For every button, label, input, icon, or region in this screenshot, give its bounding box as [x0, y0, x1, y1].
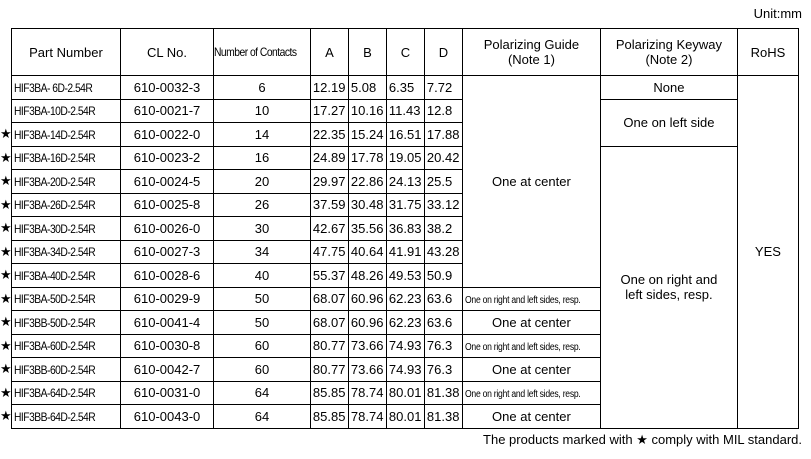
- dim-a-cell: 68.07: [310, 311, 348, 335]
- dim-c-cell: 41.91: [386, 240, 424, 264]
- part-number-cell: [12, 99, 121, 123]
- contacts-cell: 60: [214, 358, 311, 382]
- header-c: C: [386, 29, 424, 76]
- mil-star-icon: ★: [0, 337, 12, 353]
- dim-c-cell: 62.23: [386, 311, 424, 335]
- dim-b-cell: 60.96: [348, 311, 386, 335]
- part-number-text: HIF3BA-10D-2.54R: [14, 104, 96, 119]
- dim-a-cell: 22.35: [310, 123, 348, 147]
- cl-no-cell: 610-0022-0: [121, 123, 214, 147]
- dim-d-cell: 20.42: [424, 146, 462, 170]
- cl-no-cell: 610-0028-6: [121, 264, 214, 288]
- cl-no-cell: 610-0023-2: [121, 146, 214, 170]
- part-number-text: HIF3BA-30D-2.54R: [14, 221, 96, 236]
- part-number-cell: [0, 217, 121, 241]
- keyway-cell-none: None: [600, 76, 737, 100]
- dim-d-cell: 76.3: [424, 334, 462, 358]
- dim-c-cell: 11.43: [386, 99, 424, 123]
- header-contacts: Number of Contacts: [214, 29, 311, 76]
- dim-d-cell: 76.3: [424, 358, 462, 382]
- table-row: [12, 99, 799, 123]
- cl-no-cell: 610-0041-4: [121, 311, 214, 335]
- dim-b-cell: 78.74: [348, 381, 386, 405]
- part-number-cell: [0, 264, 121, 288]
- part-number-text: HIF3BA-64D-2.54R: [14, 386, 96, 401]
- dim-d-cell: 50.9: [424, 264, 462, 288]
- part-number-text: HIF3BA-20D-2.54R: [14, 174, 96, 189]
- part-number-cell: [0, 405, 121, 429]
- part-number-text: HIF3BA-60D-2.54R: [14, 339, 96, 354]
- cl-no-cell: 610-0043-0: [121, 405, 214, 429]
- dim-d-cell: 17.88: [424, 123, 462, 147]
- part-number-cell: [0, 170, 121, 194]
- contacts-cell: 50: [214, 287, 311, 311]
- rohs-cell: YES: [737, 76, 798, 429]
- dim-b-cell: 5.08: [348, 76, 386, 100]
- contacts-cell: 16: [214, 146, 311, 170]
- part-number-cell: [0, 240, 121, 264]
- dim-d-cell: 38.2: [424, 217, 462, 241]
- footnote: The products marked with ★ comply with MIL standard.: [483, 432, 802, 447]
- contacts-cell: 30: [214, 217, 311, 241]
- guide-cell: [462, 381, 600, 405]
- table-row: [12, 146, 799, 170]
- mil-star-icon: ★: [0, 314, 12, 330]
- part-number-text: HIF3BA-14D-2.54R: [14, 127, 96, 142]
- header-polarizing-guide: Polarizing Guide (Note 1): [462, 29, 600, 76]
- cl-no-cell: 610-0030-8: [121, 334, 214, 358]
- contacts-cell: 10: [214, 99, 311, 123]
- guide-text: One on right and left sides, resp.: [464, 342, 581, 354]
- part-number-cell: [0, 146, 121, 170]
- cl-no-cell: 610-0032-3: [121, 76, 214, 100]
- dim-d-cell: 7.72: [424, 76, 462, 100]
- dim-b-cell: 30.48: [348, 193, 386, 217]
- cl-no-cell: 610-0021-7: [121, 99, 214, 123]
- dim-a-cell: 80.77: [310, 334, 348, 358]
- dim-a-cell: 47.75: [310, 240, 348, 264]
- header-polarizing-keyway: Polarizing Keyway (Note 2): [600, 29, 737, 76]
- contacts-cell: 60: [214, 334, 311, 358]
- dim-c-cell: 74.93: [386, 358, 424, 382]
- dim-d-cell: 63.6: [424, 311, 462, 335]
- dim-c-cell: 19.05: [386, 146, 424, 170]
- part-number-text: HIF3BA- 6D-2.54R: [14, 80, 93, 95]
- dim-b-cell: 40.64: [348, 240, 386, 264]
- dim-a-cell: 12.19: [310, 76, 348, 100]
- cl-no-cell: 610-0026-0: [121, 217, 214, 241]
- dim-b-cell: 22.86: [348, 170, 386, 194]
- header-a: A: [310, 29, 348, 76]
- dim-a-cell: 85.85: [310, 381, 348, 405]
- part-number-cell: [0, 311, 121, 335]
- mil-star-icon: ★: [0, 290, 12, 306]
- header-cl-no: CL No.: [121, 29, 214, 76]
- dim-b-cell: 10.16: [348, 99, 386, 123]
- dim-a-cell: 85.85: [310, 405, 348, 429]
- part-number-cell: [12, 76, 121, 100]
- dim-d-cell: 63.6: [424, 287, 462, 311]
- dim-a-cell: 80.77: [310, 358, 348, 382]
- mil-star-icon: ★: [0, 220, 12, 236]
- dim-a-cell: 24.89: [310, 146, 348, 170]
- part-number-cell: [0, 123, 121, 147]
- dim-c-cell: 16.51: [386, 123, 424, 147]
- dim-b-cell: 35.56: [348, 217, 386, 241]
- dim-a-cell: 55.37: [310, 264, 348, 288]
- guide-cell: One at center: [462, 358, 600, 382]
- contacts-cell: 40: [214, 264, 311, 288]
- part-number-cell: [0, 358, 121, 382]
- guide-text: One on right and left sides, resp.: [464, 295, 581, 307]
- mil-star-icon: ★: [0, 243, 12, 259]
- mil-star-icon: ★: [0, 149, 12, 165]
- cl-no-cell: 610-0025-8: [121, 193, 214, 217]
- spec-table: [0, 28, 799, 429]
- dim-c-cell: 80.01: [386, 381, 424, 405]
- part-number-text: HIF3BA-50D-2.54R: [14, 292, 96, 307]
- cl-no-cell: 610-0029-9: [121, 287, 214, 311]
- contacts-cell: 34: [214, 240, 311, 264]
- guide-cell: [462, 334, 600, 358]
- part-number-text: HIF3BA-40D-2.54R: [14, 268, 96, 283]
- header-b: B: [348, 29, 386, 76]
- dim-d-cell: 81.38: [424, 381, 462, 405]
- dim-d-cell: 33.12: [424, 193, 462, 217]
- dim-d-cell: 25.5: [424, 170, 462, 194]
- dim-c-cell: 6.35: [386, 76, 424, 100]
- dim-a-cell: 17.27: [310, 99, 348, 123]
- header-d: D: [424, 29, 462, 76]
- header-row: [12, 29, 799, 76]
- keyway-cell-left: One on left side: [600, 99, 737, 146]
- dim-d-cell: 12.8: [424, 99, 462, 123]
- keyway-both-line1: One on right and: [620, 272, 718, 287]
- part-number-text: HIF3BB-64D-2.54R: [14, 409, 96, 424]
- part-number-text: HIF3BA-16D-2.54R: [14, 151, 96, 166]
- part-number-text: HIF3BA-34D-2.54R: [14, 245, 96, 260]
- dim-c-cell: 62.23: [386, 287, 424, 311]
- cl-no-cell: 610-0031-0: [121, 381, 214, 405]
- dim-a-cell: 42.67: [310, 217, 348, 241]
- table-body: [0, 76, 799, 429]
- unit-label: Unit:mm: [753, 6, 802, 21]
- table-row: [12, 76, 799, 100]
- dim-d-cell: 43.28: [424, 240, 462, 264]
- dim-a-cell: 37.59: [310, 193, 348, 217]
- header-part-number: Part Number: [12, 29, 121, 76]
- dim-b-cell: 73.66: [348, 358, 386, 382]
- dim-c-cell: 36.83: [386, 217, 424, 241]
- dim-a-cell: 29.97: [310, 170, 348, 194]
- mil-star-icon: ★: [0, 173, 12, 189]
- dim-c-cell: 80.01: [386, 405, 424, 429]
- contacts-cell: 6: [214, 76, 311, 100]
- cl-no-cell: 610-0024-5: [121, 170, 214, 194]
- part-number-text: HIF3BB-60D-2.54R: [14, 362, 96, 377]
- contacts-cell: 20: [214, 170, 311, 194]
- contacts-cell: 64: [214, 405, 311, 429]
- dim-c-cell: 24.13: [386, 170, 424, 194]
- contacts-cell: 50: [214, 311, 311, 335]
- dim-c-cell: 31.75: [386, 193, 424, 217]
- dim-a-cell: 68.07: [310, 287, 348, 311]
- dim-b-cell: 73.66: [348, 334, 386, 358]
- guide-cell: One at center: [462, 311, 600, 335]
- contacts-cell: 26: [214, 193, 311, 217]
- guide-cell: [462, 287, 600, 311]
- dim-c-cell: 49.53: [386, 264, 424, 288]
- keyway-both-line2: left sides, resp.: [625, 287, 713, 302]
- part-number-cell: [0, 381, 121, 405]
- dim-d-cell: 81.38: [424, 405, 462, 429]
- guide-cell-merged: One at center: [462, 76, 600, 288]
- cl-no-cell: 610-0042-7: [121, 358, 214, 382]
- mil-star-icon: ★: [0, 384, 12, 400]
- contacts-cell: 64: [214, 381, 311, 405]
- mil-star-icon: ★: [0, 267, 12, 283]
- dim-c-cell: 74.93: [386, 334, 424, 358]
- dim-b-cell: 60.96: [348, 287, 386, 311]
- dim-b-cell: 15.24: [348, 123, 386, 147]
- part-number-cell: [0, 287, 121, 311]
- part-number-text: HIF3BB-50D-2.54R: [14, 315, 96, 330]
- dim-b-cell: 48.26: [348, 264, 386, 288]
- part-number-cell: [0, 334, 121, 358]
- mil-star-icon: ★: [0, 361, 12, 377]
- mil-star-icon: ★: [0, 408, 12, 424]
- spec-table-container: [0, 28, 799, 429]
- keyway-cell-both: [600, 146, 737, 428]
- contacts-cell: 14: [214, 123, 311, 147]
- dim-b-cell: 78.74: [348, 405, 386, 429]
- guide-cell: One at center: [462, 405, 600, 429]
- cl-no-cell: 610-0027-3: [121, 240, 214, 264]
- mil-star-icon: ★: [0, 196, 12, 212]
- part-number-text: HIF3BA-26D-2.54R: [14, 198, 96, 213]
- part-number-cell: [0, 193, 121, 217]
- mil-star-icon: ★: [0, 126, 12, 142]
- dim-b-cell: 17.78: [348, 146, 386, 170]
- guide-text: One on right and left sides, resp.: [464, 389, 581, 401]
- header-rohs: RoHS: [737, 29, 798, 76]
